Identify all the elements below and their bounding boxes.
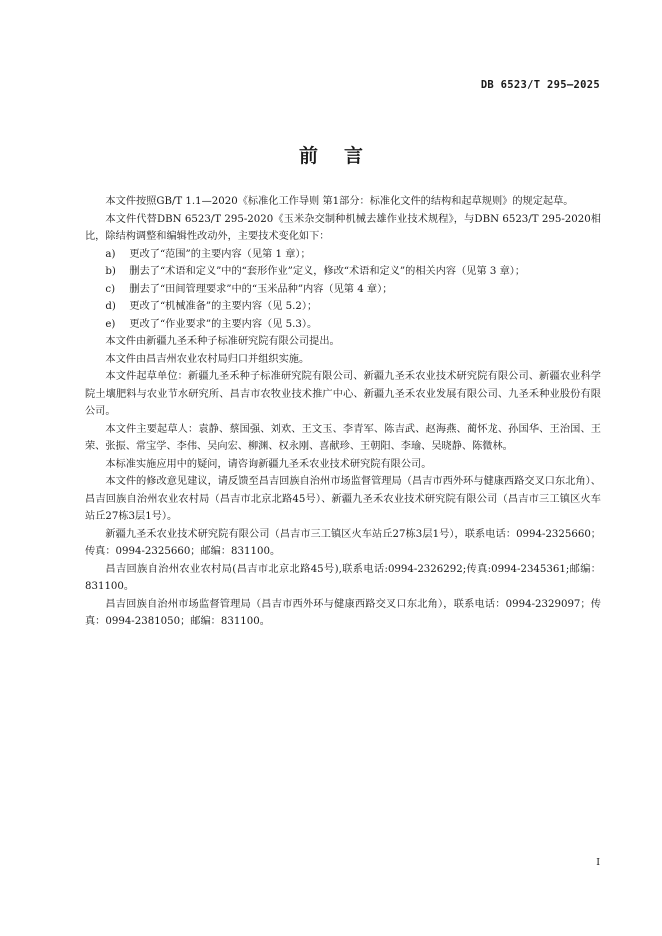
contact-market-regulation: 昌吉回族自治州市场监督管理局（昌吉市西外环与健康西路交叉口东北角），联系电话：0994-2329097；传真：0994-2381050；邮编：831100。 <box>85 598 601 627</box>
paragraph-replacement: 本文件代替DBN 6523/T 295-2020《玉米杂交制种机械去雄作业技术规程》，与DBN 6523/T 295-2020相比，除结构调整和编辑性改动外，主要技术变化如下： <box>85 213 601 242</box>
list-item-text: 更改了“作业要求”的主要内容（见 5.3）。 <box>129 318 318 330</box>
list-marker: d) <box>105 301 116 312</box>
paragraph-drafters: 本文件主要起草人：袁静、蔡国强、刘欢、王文玉、李青军、陈吉武、赵海燕、蔺怀龙、孙国华、王治国、王荣、张振、常宝学、李伟、吴向宏、柳渊、权永刚、喜献珍、王朝阳、李瑜、吴晓静、陈微林。 <box>85 423 601 452</box>
list-item <box>85 263 601 281</box>
paragraph-proposer: 本文件由新疆九圣禾种子标准研究院有限公司提出。 <box>105 336 340 347</box>
list-marker: c) <box>105 283 116 295</box>
list-item-text: 删去了“田间管理要求”中的“玉米品种”内容（见第 4 章）； <box>129 283 393 295</box>
page-title: 前言 <box>298 145 389 167</box>
list-item <box>85 246 601 264</box>
paragraph-inquiries: 本标准实施应用中的疑问，请咨询新疆九圣禾农业技术研究院有限公司。 <box>105 458 432 470</box>
list-marker: b) <box>105 266 116 277</box>
document-code: DB 6523/T 295—2025 <box>480 79 600 91</box>
list-marker: a) <box>105 248 116 260</box>
contact-jiushenghe: 新疆九圣禾农业技术研究院有限公司（昌吉市三工镇区火车站丘27栋3层1号），联系电话：0994-2325660；传真：0994-2325660；邮编：831100。 <box>85 528 601 557</box>
list-item <box>85 281 601 299</box>
paragraph-drafting-rules: 本文件按照GB/T 1.1—2020《标准化工作导则 第1部分：标准化文件的结构和起草规则》的规定起草。 <box>105 196 574 207</box>
list-item-text: 删去了“术语和定义”中的“套形作业”定义，修改“术语和定义”的相关内容（见第 3 章）； <box>129 266 526 277</box>
list-item <box>85 298 601 316</box>
contact-agriculture-bureau: 昌吉回族自治州农业农村局(昌吉市北京北路45号),联系电话:0994-2326292;传真:0994-2345361;邮编：831100。 <box>85 563 601 592</box>
list-item-text: 更改了“范围”的主要内容（见第 1 章）； <box>129 248 311 260</box>
paragraph-feedback: 本文件的修改意见建议，请反馈至昌吉回族自治州市场监督管理局（昌吉市西外环与健康西路交叉口东北角）、昌吉回族自治州农业农村局（昌吉市北京北路45号）、新疆九圣禾农业技术研究院有限公司（昌吉市三工镇区火车站丘27栋3层1号）。 <box>85 476 601 522</box>
paragraph-drafting-units: 本文件起草单位：新疆九圣禾种子标准研究院有限公司、新疆九圣禾农业技术研究院有限公司、新疆农业科学院土壤肥料与农业节水研究所、昌吉市农牧业技术推广中心、新疆九圣禾农业发展有限公司、九圣禾种业股份有限公司。 <box>85 371 601 417</box>
list-marker: e) <box>105 318 116 330</box>
page-number: I <box>596 857 600 868</box>
paragraph-administrator: 本文件由昌吉州农业农村局归口并组织实施。 <box>105 353 310 365</box>
list-item <box>85 316 601 334</box>
foreword-body <box>85 193 601 631</box>
list-item-text: 更改了“机械准备”的主要内容（见 5.2）； <box>129 301 318 312</box>
